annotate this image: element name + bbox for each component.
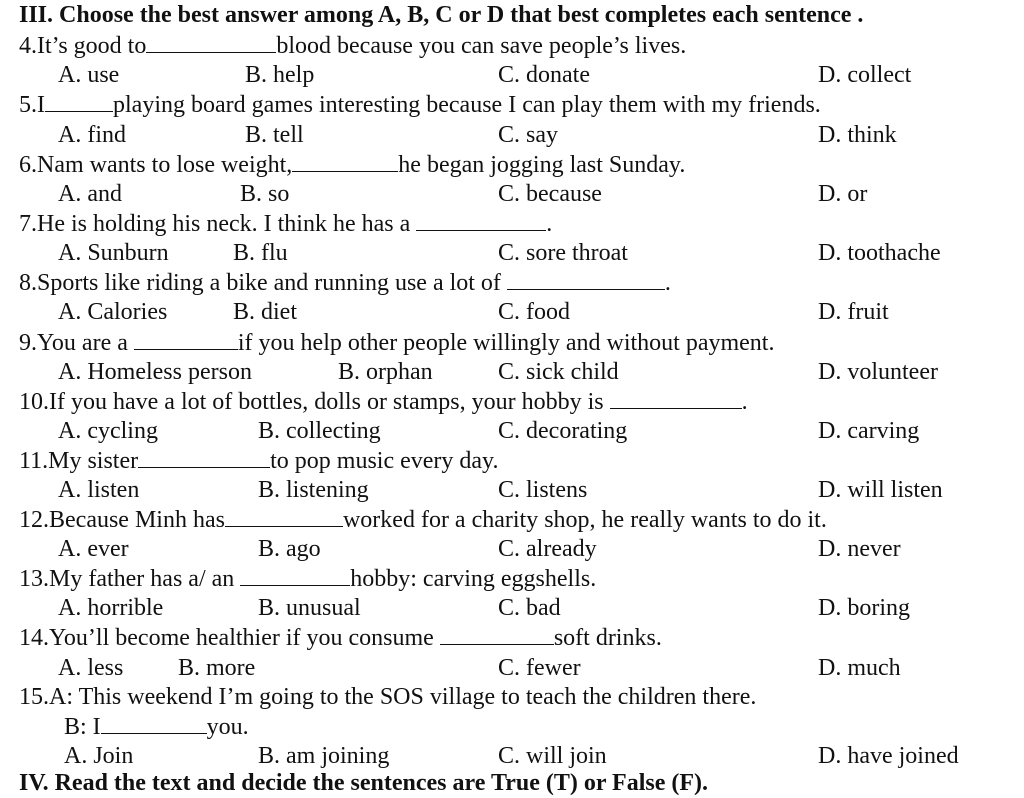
option-d: D. carving xyxy=(818,418,920,444)
option-a: A. and xyxy=(58,181,122,207)
option-b: B. listening xyxy=(258,477,369,503)
option-b: B. tell xyxy=(245,122,304,148)
answer-blank xyxy=(440,624,554,645)
question-text: 6.Nam wants to lose weight, xyxy=(19,152,293,178)
option-c: C. bad xyxy=(498,595,561,621)
option-c: C. fewer xyxy=(498,655,581,681)
option-c: C. will join xyxy=(498,743,607,769)
answer-blank xyxy=(416,210,546,231)
question-13 xyxy=(19,565,596,594)
answer-blank xyxy=(240,565,350,586)
option-a: A. cycling xyxy=(58,418,158,444)
option-b: B. more xyxy=(178,655,256,681)
option-d: D. never xyxy=(818,536,901,562)
answer-blank xyxy=(45,91,113,112)
question-text: 5.I xyxy=(19,92,45,118)
option-c: C. listens xyxy=(498,477,588,503)
option-a: A. horrible xyxy=(58,595,164,621)
option-b: B. ago xyxy=(258,536,321,562)
question-text: he began jogging last Sunday. xyxy=(398,152,686,178)
option-c: C. already xyxy=(498,536,597,562)
question-6 xyxy=(19,151,685,180)
option-a: A. Join xyxy=(64,743,134,769)
option-a: A. ever xyxy=(58,536,129,562)
question-text: you. xyxy=(206,714,249,740)
question-text: . xyxy=(741,389,748,415)
option-b: B. unusual xyxy=(258,595,361,621)
option-d: D. will listen xyxy=(818,477,943,503)
option-d: D. fruit xyxy=(818,299,889,325)
question-text: 7.He is holding his neck. I think he has a xyxy=(19,211,411,237)
question-5 xyxy=(19,91,821,120)
question-text: 8.Sports like riding a bike and running use a lot of xyxy=(19,270,501,296)
question-text: 12.Because Minh has xyxy=(19,507,225,533)
question-text: playing board games interesting because I can play them with my friends. xyxy=(113,92,821,118)
answer-blank xyxy=(507,269,665,290)
question-text: 14.You’ll become healthier if you consume xyxy=(19,625,434,651)
option-a: A. listen xyxy=(58,477,140,503)
question-text: if you help other people willingly and without payment. xyxy=(237,330,775,356)
option-b: B. help xyxy=(245,62,315,88)
option-a: A. Sunburn xyxy=(58,240,169,266)
question-text: 15.A: This weekend I’m going to the SOS village to teach the children there. xyxy=(19,684,757,710)
option-d: D. or xyxy=(818,181,868,207)
answer-blank xyxy=(138,447,270,468)
next-section-heading: IV. Read the text and decide the sentences are True (T) or False (F). xyxy=(19,770,709,796)
question-text: 9.You are a xyxy=(19,330,128,356)
option-d: D. collect xyxy=(818,62,912,88)
question-9 xyxy=(19,329,774,358)
question-text: 10.If you have a lot of bottles, dolls or stamps, your hobby is xyxy=(19,389,604,415)
answer-blank xyxy=(225,506,343,527)
question-10 xyxy=(19,388,748,417)
question-text: 13.My father has a/ an xyxy=(19,566,235,592)
option-c: C. because xyxy=(498,181,602,207)
answer-blank xyxy=(134,329,238,350)
option-c: C. food xyxy=(498,299,570,325)
option-d: D. have joined xyxy=(818,743,959,769)
option-b: B. orphan xyxy=(338,359,433,385)
question-text: 11.My sister xyxy=(19,448,139,474)
answer-blank xyxy=(292,151,398,172)
question-text: to pop music every day. xyxy=(270,448,499,474)
option-c: C. sore throat xyxy=(498,240,628,266)
option-a: A. Calories xyxy=(58,299,168,325)
question-11 xyxy=(19,447,499,476)
option-d: D. toothache xyxy=(818,240,941,266)
option-a: A. use xyxy=(58,62,120,88)
option-b: B. am joining xyxy=(258,743,390,769)
option-c: C. donate xyxy=(498,62,590,88)
option-a: A. find xyxy=(58,122,126,148)
question-4 xyxy=(19,32,686,61)
option-b: B. diet xyxy=(233,299,297,325)
option-a: A. Homeless person xyxy=(58,359,252,385)
question-7 xyxy=(19,210,552,239)
question-text: worked for a charity shop, he really wants to do it. xyxy=(342,507,827,533)
option-c: C. sick child xyxy=(498,359,619,385)
option-b: B. so xyxy=(240,181,290,207)
question-text: 4.It’s good to xyxy=(19,33,147,59)
option-a: A. less xyxy=(58,655,124,681)
option-d: D. boring xyxy=(818,595,910,621)
option-b: B. collecting xyxy=(258,418,381,444)
question-text: . xyxy=(664,270,671,296)
option-d: D. volunteer xyxy=(818,359,938,385)
question-text: . xyxy=(546,211,553,237)
option-d: D. much xyxy=(818,655,901,681)
option-b: B. flu xyxy=(233,240,288,266)
question-text: blood because you can save people’s lives. xyxy=(276,33,687,59)
question-15 xyxy=(19,683,756,712)
question-8 xyxy=(19,269,671,298)
section-heading: III. Choose the best answer among A, B, C or D that best completes each sentence . xyxy=(19,2,864,28)
question-12 xyxy=(19,506,827,535)
question-text: hobby: carving eggshells. xyxy=(350,566,597,592)
question-15-reply xyxy=(64,713,249,742)
answer-blank xyxy=(610,388,742,409)
answer-blank xyxy=(146,32,276,53)
option-c: C. say xyxy=(498,122,558,148)
question-text: B: I xyxy=(64,714,101,740)
answer-blank xyxy=(101,713,207,734)
question-14 xyxy=(19,624,662,653)
option-d: D. think xyxy=(818,122,897,148)
option-c: C. decorating xyxy=(498,418,628,444)
question-text: soft drinks. xyxy=(553,625,662,651)
